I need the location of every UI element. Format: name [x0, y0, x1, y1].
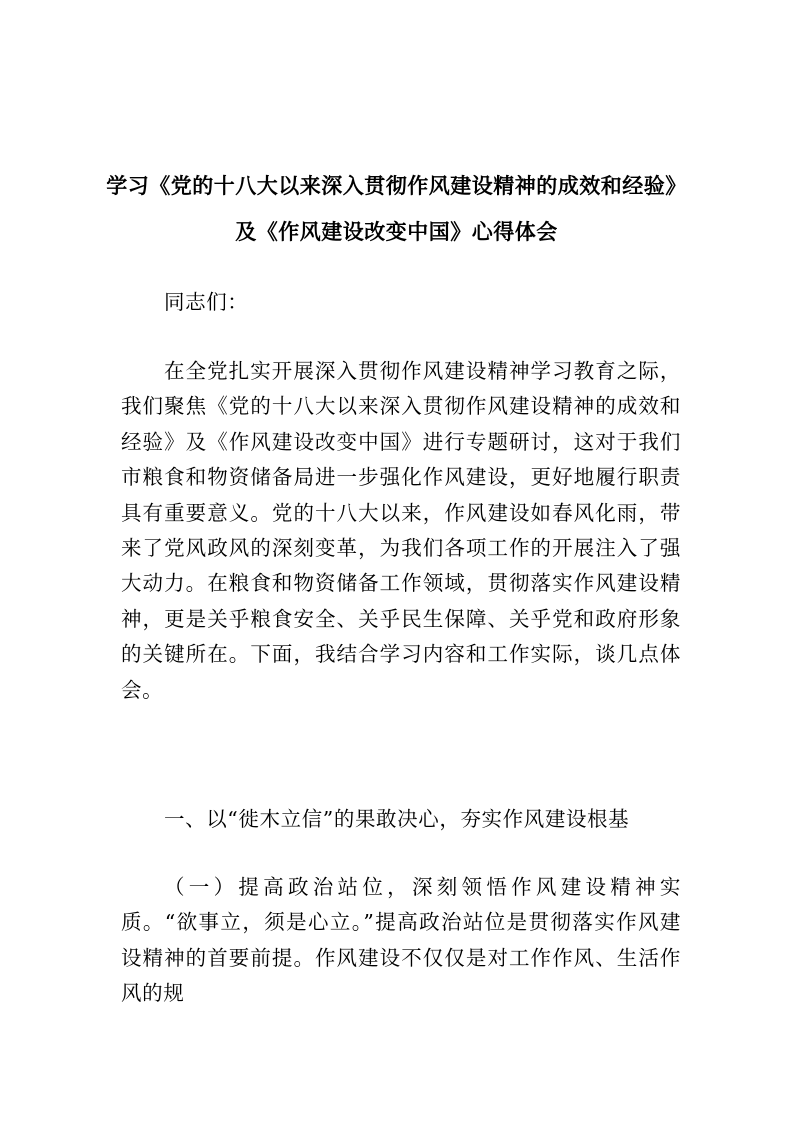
- document-title-line-2: 及《作风建设改变中国》心得体会: [235, 219, 558, 244]
- paragraph-section-1-1: （一）提高政治站位，深刻领悟作风建设精神实质。“欲事立，须是心立。”提高政治站位是贯彻落实作风建设精神的首要前提。作风建设不仅仅是对工作作风、生活作风的规: [121, 875, 681, 1006]
- greeting: 同志们：: [164, 290, 249, 314]
- section-heading-1: 一、以“徙木立信”的果敢决心，夯实作风建设根基: [164, 807, 630, 831]
- paragraph-intro: 在全党扎实开展深入贯彻作风建设精神学习教育之际，我们聚焦《党的十八大以来深入贯彻作风建设精神的成效和经验》及《作风建设改变中国》进行专题研讨，这对于我们市粮食和物资储备局进一步强化作风建设，更好地履行职责具有重要意义。党的十八大以来，作风建设如春风化雨，带来了党风政风的深刻变革，为我们各项工作的开展注入了强大动力。在粮食和物资储备工作领域，贯彻落实作风建设精神，更是关乎粮食安全、关乎民生保障、关乎党和政府形象的关键所在。下面，我结合学习内容和工作实际，谈几点体会。: [121, 359, 681, 702]
- document-title-line-1: 学习《党的十八大以来深入贯彻作风建设精神的成效和经验》: [106, 173, 687, 198]
